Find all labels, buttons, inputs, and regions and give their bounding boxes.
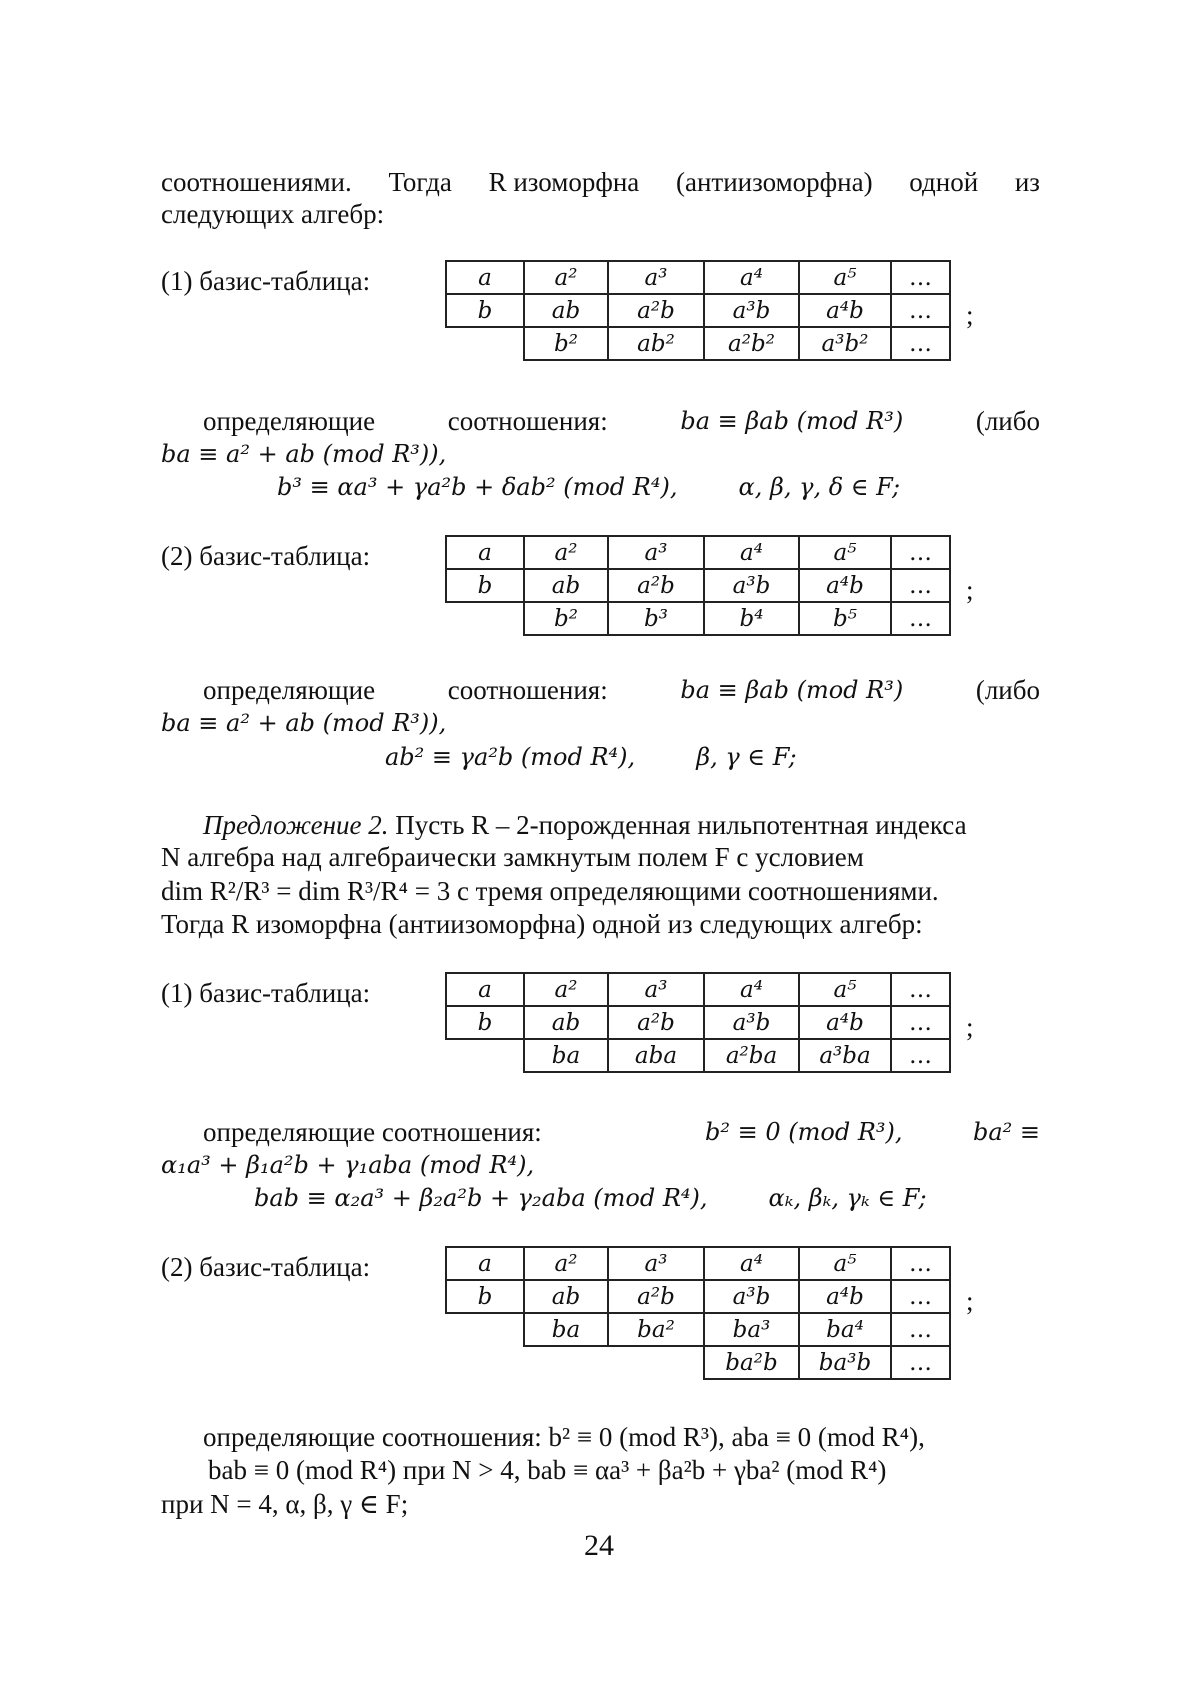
table-cell-empty: [524, 1346, 608, 1379]
table-cell: a²b: [608, 294, 704, 327]
table-row: [446, 973, 950, 1006]
table-cell: a²: [524, 536, 608, 569]
table-cell: ab²: [608, 327, 704, 360]
table-cell: b³: [608, 602, 704, 635]
table-cell-empty: [446, 1039, 524, 1072]
table-cell: …: [891, 261, 950, 294]
relations-word: (либо: [975, 675, 1040, 705]
table-cell: …: [891, 569, 950, 602]
table-cell: …: [891, 536, 950, 569]
table-cell: …: [891, 1247, 950, 1280]
table-cell-empty: [446, 327, 524, 360]
block2-relations-line-2: ba ≡ a² + ab (mod R³)),: [161, 709, 447, 737]
table-cell: ba²b: [704, 1346, 799, 1379]
table-cell: …: [891, 973, 950, 1006]
block3-relations-line-3: bab ≡ α₂a³ + β₂a²b + γ₂aba (mod R⁴), αₖ, βₖ, γₖ ∈ F;: [254, 1184, 927, 1212]
block4-relations-line-3: при N = 4, α, β, γ ∈ F;: [161, 1489, 409, 1519]
table-cell: b⁴: [704, 602, 799, 635]
table-cell: …: [891, 1006, 950, 1039]
table-row: [446, 1280, 950, 1313]
semicolon: ;: [966, 1012, 974, 1042]
relations-word: соотношения:: [447, 406, 608, 436]
table-cell-empty: [446, 1313, 524, 1346]
block2-basis-table: [445, 535, 951, 636]
proposition-text: Пусть R – 2-порожденная нильпотентная индекса: [395, 810, 967, 840]
table-cell: ba³b: [799, 1346, 891, 1379]
table-cell: a⁴: [704, 973, 799, 1006]
table-cell: a: [446, 1247, 524, 1280]
table-cell: ab: [524, 1006, 608, 1039]
proposition-title: Предложение 2.: [203, 810, 389, 840]
block1-relations-line-3: b³ ≡ αa³ + γa²b + δab² (mod R⁴), α, β, γ, δ ∈ F;: [277, 473, 901, 501]
block1-label: (1) базис-таблица:: [161, 266, 371, 296]
table-cell: a: [446, 536, 524, 569]
intro-word: соотношениями.: [161, 167, 352, 197]
table-cell: a³b: [704, 569, 799, 602]
table-cell: b: [446, 1280, 524, 1313]
proposition-line-4: Тогда R изоморфна (антиизоморфна) одной из следующих алгебр:: [161, 909, 923, 939]
table-cell: a⁵: [799, 536, 891, 569]
block4-basis-table: [445, 1246, 951, 1380]
table-cell: b: [446, 1006, 524, 1039]
proposition-line-3: dim R²/R³ = dim R³/R⁴ = 3 с тремя определяющими соотношениями.: [161, 876, 939, 906]
table-cell: …: [891, 1346, 950, 1379]
table-cell: b⁵: [799, 602, 891, 635]
table-cell: a²: [524, 261, 608, 294]
table-cell: a³b²: [799, 327, 891, 360]
table-cell: ab: [524, 569, 608, 602]
table-cell: b²: [524, 602, 608, 635]
block4-relations-line-1: определяющие соотношения: b² ≡ 0 (mod R³), aba ≡ 0 (mod R⁴),: [203, 1422, 925, 1452]
relations-word: определяющие: [203, 675, 376, 705]
table-cell: …: [891, 1039, 950, 1072]
table-cell: …: [891, 294, 950, 327]
page-number: 24: [584, 1529, 614, 1562]
table-cell: a²b: [608, 569, 704, 602]
relations-formula: ba ≡ βab (mod R³): [680, 676, 904, 704]
table-cell: a⁴b: [799, 1280, 891, 1313]
table-row: [446, 569, 950, 602]
table-cell-empty: [608, 1346, 704, 1379]
table-cell: a²ba: [704, 1039, 799, 1072]
relations-formula: b² ≡ 0 (mod R³),: [705, 1118, 903, 1146]
block4-relations-line-2: bab ≡ 0 (mod R⁴) при N > 4, bab ≡ αa³ + βa²b + γba² (mod R⁴): [208, 1455, 887, 1485]
table-cell: b²: [524, 327, 608, 360]
table-cell: b: [446, 569, 524, 602]
semicolon: ;: [966, 575, 974, 605]
block1-basis-table: [445, 260, 951, 361]
table-cell: a²: [524, 1247, 608, 1280]
relations-word: определяющие соотношения:: [203, 1117, 542, 1147]
table-cell: ba: [524, 1039, 608, 1072]
table-row: [446, 536, 950, 569]
table-row: [446, 602, 950, 635]
table-cell: ba⁴: [799, 1313, 891, 1346]
block2-relations-line-1: [203, 674, 1040, 706]
semicolon: ;: [966, 300, 974, 330]
table-row: [446, 261, 950, 294]
intro-word: одной: [909, 167, 979, 197]
block1-relations-line-1: [203, 405, 1040, 437]
table-cell-empty: [446, 1346, 524, 1379]
block2-label: (2) базис-таблица:: [161, 541, 371, 571]
table-cell: …: [891, 1313, 950, 1346]
table-cell: …: [891, 1280, 950, 1313]
table-cell: a³: [608, 261, 704, 294]
table-cell: …: [891, 327, 950, 360]
table-cell: a⁵: [799, 261, 891, 294]
block1-relations-line-2: ba ≡ a² + ab (mod R³)),: [161, 440, 447, 468]
relations-formula: ba² ≡: [972, 1118, 1040, 1146]
table-cell: a³: [608, 973, 704, 1006]
table-cell: b: [446, 294, 524, 327]
table-cell: a³: [608, 536, 704, 569]
semicolon: ;: [966, 1286, 974, 1316]
table-cell-empty: [446, 602, 524, 635]
table-cell: …: [891, 602, 950, 635]
intro-word: (антиизоморфна): [675, 167, 873, 197]
table-cell: a⁴b: [799, 294, 891, 327]
table-cell: a³b: [704, 294, 799, 327]
block3-label: (1) базис-таблица:: [161, 978, 371, 1008]
table-cell: a⁵: [799, 973, 891, 1006]
proposition-line-1: [203, 809, 967, 841]
table-cell: a²b²: [704, 327, 799, 360]
table-row: [446, 1313, 950, 1346]
relations-word: определяющие: [203, 406, 376, 436]
relations-word: соотношения:: [447, 675, 608, 705]
table-cell: a²b: [608, 1006, 704, 1039]
block3-relations-line-2: α₁a³ + β₁a²b + γ₁aba (mod R⁴),: [161, 1151, 535, 1179]
table-cell: a³b: [704, 1006, 799, 1039]
intro-word: R изоморфна: [488, 167, 640, 197]
table-cell: a³ba: [799, 1039, 891, 1072]
table-row: [446, 1006, 950, 1039]
relations-formula: ba ≡ βab (mod R³): [680, 407, 904, 435]
table-cell: a⁴: [704, 536, 799, 569]
table-cell: ba: [524, 1313, 608, 1346]
intro-line-2: следующих алгебр:: [161, 199, 385, 229]
table-cell: a²b: [608, 1280, 704, 1313]
table-cell: a²: [524, 973, 608, 1006]
table-cell: a⁴: [704, 1247, 799, 1280]
table-cell: a: [446, 973, 524, 1006]
table-row: [446, 327, 950, 360]
table-cell: ba³: [704, 1313, 799, 1346]
table-cell: a⁴: [704, 261, 799, 294]
block2-relations-line-3: ab² ≡ γa²b (mod R⁴), β, γ ∈ F;: [385, 743, 797, 771]
relations-word: (либо: [975, 406, 1040, 436]
proposition-line-2: N алгебра над алгебраически замкнутым полем F с условием: [161, 842, 864, 872]
table-row: [446, 1346, 950, 1379]
block4-label: (2) базис-таблица:: [161, 1252, 371, 1282]
table-cell: a: [446, 261, 524, 294]
intro-word: Тогда: [388, 167, 452, 197]
table-cell: ba²: [608, 1313, 704, 1346]
table-cell: aba: [608, 1039, 704, 1072]
table-cell: a⁴b: [799, 1006, 891, 1039]
table-cell: a³b: [704, 1280, 799, 1313]
block3-basis-table: [445, 972, 951, 1073]
table-cell: ab: [524, 1280, 608, 1313]
intro-line-1: [161, 166, 1040, 198]
table-cell: a⁵: [799, 1247, 891, 1280]
table-cell: a⁴b: [799, 569, 891, 602]
table-row: [446, 294, 950, 327]
intro-word: из: [1014, 167, 1040, 197]
table-cell: ab: [524, 294, 608, 327]
table-row: [446, 1247, 950, 1280]
table-row: [446, 1039, 950, 1072]
table-cell: a³: [608, 1247, 704, 1280]
